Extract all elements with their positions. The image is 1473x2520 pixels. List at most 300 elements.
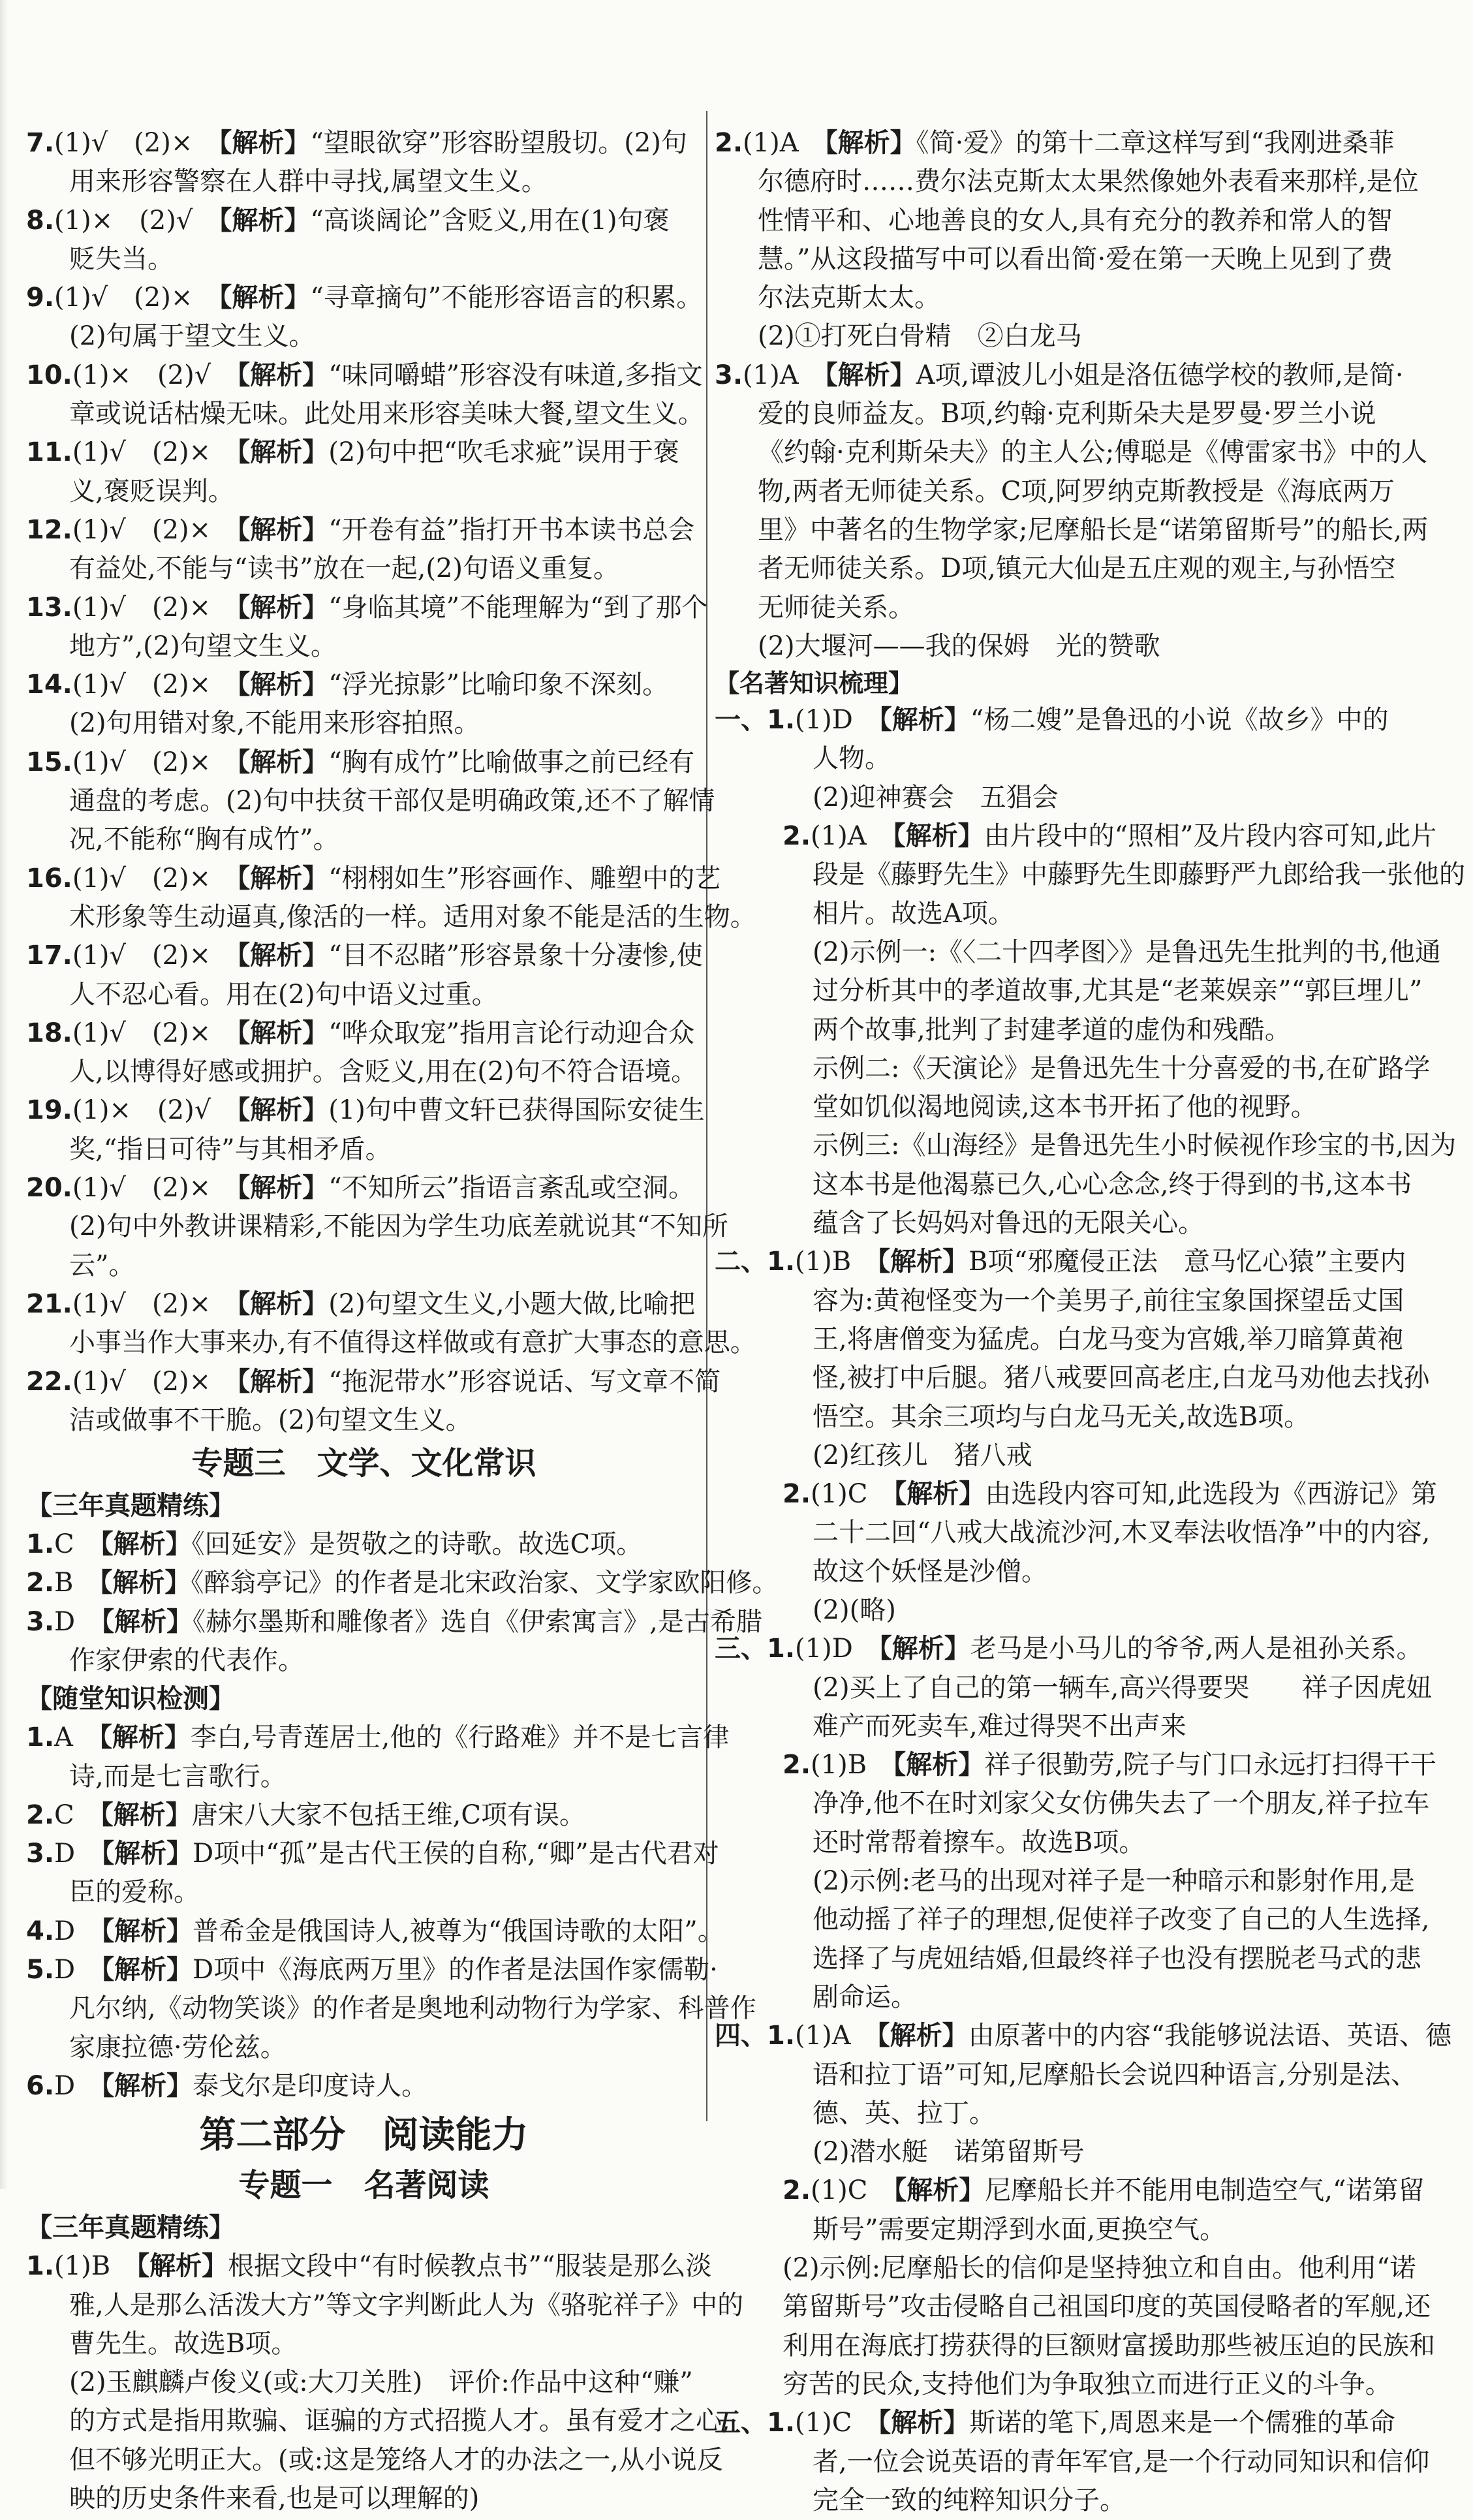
line-text: (1)× (2)√ <box>72 360 238 390</box>
item-number: 20. <box>26 1173 72 1204</box>
answer-line <box>26 898 756 937</box>
line-text: (2)买上了自己的第一辆车,高兴得要哭 祥子因虎妞 <box>813 1672 1433 1703</box>
analysis-tag: 【解析】 <box>877 1247 969 1277</box>
answer-line <box>715 1591 1436 1630</box>
section-heading: 【随堂知识检测】 <box>26 1684 235 1715</box>
answer-line <box>715 1127 1457 1165</box>
answer-line <box>26 2480 702 2518</box>
analysis-tag: 【解析】 <box>878 705 970 736</box>
line-text: 洁或做事不干脆。(2)句望文生义。 <box>69 1405 472 1435</box>
analysis-tag: 【解析】 <box>237 941 329 971</box>
line-text: (1)√ (2)× <box>72 863 238 894</box>
answer-line <box>26 1989 756 2028</box>
line-text: 示例二:《天演论》是鲁迅先生十分喜爱的书,在矿路学 <box>813 1053 1431 1083</box>
answer-line <box>715 1204 1436 1243</box>
line-text: (1)A <box>795 2021 877 2051</box>
answer-line <box>26 937 702 975</box>
section-heading: 【三年真题精练】 <box>26 2213 235 2243</box>
answer-line <box>715 202 1436 240</box>
section-heading: 【三年真题精练】 <box>26 1491 235 1521</box>
line-text: (2)①打死白骨精 ②白龙马 <box>758 321 1082 352</box>
answer-line <box>26 2325 702 2363</box>
line-text: (1)√ (2)× <box>72 670 238 700</box>
answer-line <box>715 972 1436 1010</box>
line-text: 示例三:《山海经》是鲁迅先生小时候视作珍宝的书,因为 <box>813 1130 1457 1161</box>
item-number: 8. <box>26 205 55 236</box>
line-text: D项中“孤”是古代王侯的自称,“卿”是古代君对 <box>193 1839 719 1869</box>
answer-line <box>715 1901 1436 1939</box>
line-text: 《约翰·克利斯朵夫》的主人公;傅聪是《傅雷家书》中的人 <box>758 437 1428 468</box>
answer-line <box>26 820 702 859</box>
answer-line <box>26 1719 730 1757</box>
answer-line <box>26 2067 702 2106</box>
answer-line <box>715 124 1436 163</box>
answer-line <box>715 1824 1436 1862</box>
answer-line <box>715 1514 1436 1552</box>
answer-line <box>715 1011 1436 1050</box>
answer-line <box>715 895 1436 933</box>
answer-line <box>715 1088 1436 1127</box>
answer-line <box>26 1207 728 1246</box>
answer-line <box>26 240 702 279</box>
answer-line <box>715 779 1436 817</box>
answer-line <box>26 860 721 898</box>
line-text: 过分析其中的孝道故事,尤其是“老莱娱亲”“郭巨埋儿” <box>813 976 1423 1006</box>
line-text: 地方”,(2)句望文生义。 <box>69 630 337 661</box>
line-text: (1)√ (2)× <box>72 747 238 777</box>
line-text: D <box>54 1916 102 1946</box>
answer-line <box>715 1166 1436 1204</box>
answer-line <box>26 1401 702 1440</box>
line-text: 选择了与虎妞结婚,但最终祥子也没有摆脱老马式的悲 <box>813 1943 1421 1974</box>
answer-line <box>26 550 702 588</box>
analysis-tag: 【解析】 <box>219 205 311 236</box>
line-text: 里》中著名的生物学家;尼摩船长是“诺第留斯号”的船长,两 <box>758 514 1429 545</box>
answer-line <box>715 856 1465 894</box>
answer-line <box>26 1324 756 1362</box>
line-text: 《醉翁亭记》的作者是北宋政治家、文学家欧阳修。 <box>191 1568 779 1598</box>
analysis-tag: 【解析】 <box>876 2021 969 2051</box>
line-text: 唐宋八大家不包括王维,C项有误。 <box>191 1799 585 1830</box>
item-number: 13. <box>26 592 72 623</box>
item-number: 7. <box>26 128 55 158</box>
analysis-tag: 【解析】 <box>893 1479 985 1510</box>
answer-line <box>715 473 1436 511</box>
analysis-tag: 【解析】 <box>237 437 329 468</box>
line-text: (1)√ (2)× <box>72 514 238 545</box>
line-text: D <box>54 1839 102 1869</box>
line-text: 祥子很勤劳,院子与门口永远打扫得干干 <box>984 1750 1436 1781</box>
analysis-tag: 【解析】 <box>100 1799 192 1830</box>
line-text: (1)√ (2)× <box>72 1366 238 1397</box>
answer-line <box>715 1940 1436 1978</box>
item-number: 4. <box>26 1916 55 1946</box>
item-number: 5. <box>26 1955 55 1985</box>
line-text: A <box>54 1722 99 1753</box>
topic-title: 专题三 文学、文化常识 <box>191 1445 536 1482</box>
answer-line <box>715 1553 1436 1591</box>
answer-line <box>26 666 702 704</box>
item-number: 11. <box>26 437 72 468</box>
line-text: 老马是小马儿的爷爷,两人是祖孙关系。 <box>970 1634 1423 1664</box>
answer-line <box>715 1243 1436 1281</box>
answer-line <box>26 704 702 743</box>
analysis-tag: 【解析】 <box>237 1173 329 1204</box>
item-number: 12. <box>26 514 72 545</box>
line-text: 怪,被打中后腿。猪八戒要回高老庄,白龙马劝他去找孙 <box>813 1363 1430 1393</box>
line-text: 王,将唐僧变为猛虎。白龙马变为宫娥,举刀暗算黄袍 <box>813 1324 1404 1354</box>
analysis-tag: 【解析】 <box>237 360 329 390</box>
line-text: 家康拉德·劳伦兹。 <box>69 2032 287 2062</box>
line-text: 故这个妖怪是沙僧。 <box>813 1556 1047 1587</box>
answer-line <box>715 739 1436 778</box>
analysis-tag: 【解析】 <box>878 2408 970 2438</box>
line-text: 二十二回“八戒大战流沙河,木叉奉法收悟净”中的内容, <box>813 1517 1431 1548</box>
answer-line <box>26 1796 702 1835</box>
analysis-tag: 【解析】 <box>101 1916 193 1946</box>
line-text: 穷苦的民众,支持他们为争取独立而进行正义的斗争。 <box>783 2369 1391 2399</box>
answer-line <box>26 627 702 666</box>
line-text: 云”。 <box>69 1250 135 1281</box>
line-text: 段是《藤野先生》中藤野先生即藤野严九郎给我一张他的 <box>813 860 1465 890</box>
line-text: 慧。”从这段描写中可以看出简·爱在第一天晚上见到了费 <box>758 243 1393 274</box>
line-text: (1)√ (2)× <box>72 592 238 623</box>
answer-line <box>26 1873 702 1912</box>
line-text: 人不忍心看。用在(2)句中语义过重。 <box>69 979 498 1010</box>
answer-line <box>715 2365 1436 2404</box>
line-text: (1)A <box>743 128 825 158</box>
answer-line <box>26 317 702 356</box>
answer-line <box>715 1784 1436 1823</box>
answer-line <box>715 1707 1436 1746</box>
answer-line <box>26 473 702 511</box>
answer-line <box>715 279 1436 317</box>
answer-line <box>26 743 702 782</box>
line-text: 人,以博得好感或拥护。含贬义,用在(2)句不符合语境。 <box>69 1057 698 1087</box>
answer-line <box>26 163 702 201</box>
answer-line <box>715 1050 1436 1088</box>
item-number: 2. <box>783 2175 811 2206</box>
answer-line <box>715 1437 1436 1475</box>
item-number: 21. <box>26 1288 72 1319</box>
line-text: “栩栩如生”形容画作、雕塑中的艺 <box>328 863 721 894</box>
answer-line <box>715 1282 1436 1320</box>
line-text: (1)D <box>795 1634 879 1664</box>
analysis-tag: 【解析】 <box>101 1955 193 1985</box>
answer-line <box>715 933 1441 972</box>
line-text: (2)大堰河——我的保姆 光的赞歌 <box>758 630 1160 661</box>
answer-line <box>715 701 1436 739</box>
answer-line <box>26 1091 705 1130</box>
line-text: (1)× (2)√ <box>54 205 219 236</box>
line-text: “拖泥带水”形容说话、写文章不简 <box>328 1366 721 1397</box>
answer-line <box>26 511 702 550</box>
answer-line <box>26 2441 723 2480</box>
answer-line <box>715 1669 1436 1707</box>
line-text: 用来形容警察在人群中寻找,属望文生义。 <box>69 166 548 197</box>
answer-line <box>715 395 1436 433</box>
answer-line <box>26 1525 702 1564</box>
answer-line <box>26 1247 702 1285</box>
line-text: 他动摇了祥子的理想,促使祥子改变了自己的人生选择, <box>813 1905 1430 1935</box>
line-text: 但不够光明正大。(或:这是笼络人才的办法之一,从小说反 <box>69 2444 723 2475</box>
analysis-tag: 【解析】 <box>101 1606 193 1637</box>
answer-line <box>715 550 1436 588</box>
line-text: 两个故事,批判了封建孝道的虚伪和残酷。 <box>813 1014 1291 1045</box>
item-number: 2. <box>783 1750 811 1781</box>
answer-line <box>715 163 1436 201</box>
analysis-tag: 【解析】 <box>100 1529 192 1560</box>
item-number: 3. <box>715 360 743 390</box>
line-text: (2)玉麒麟卢俊义(或:大刀关胜) 评价:作品中这种“赚” <box>69 2367 693 2398</box>
line-text: “目不忍睹”形容景象十分凄惨,使 <box>328 941 703 971</box>
line-text: C <box>54 1529 101 1560</box>
line-text: (1)A <box>743 360 825 390</box>
item-number: 四、1. <box>715 2021 796 2051</box>
item-number: 三、1. <box>715 1634 796 1664</box>
answer-line <box>715 2288 1436 2326</box>
item-number: 2. <box>26 1568 55 1598</box>
item-number: 6. <box>26 2070 55 2101</box>
line-text: 术形象等生动逼真,像活的一样。适用对象不能是活的生物。 <box>69 901 756 932</box>
line-text: 这本书是他渴慕已久,心心念念,终于得到的书,这本书 <box>813 1169 1412 1200</box>
line-text: 难产而死卖车,难过得哭不出声来 <box>813 1711 1186 1741</box>
line-text: 容为:黄袍怪变为一个美男子,前往宝象国探望岳丈国 <box>813 1285 1404 1316</box>
answer-line <box>26 279 702 317</box>
analysis-tag: 【解析】 <box>237 747 329 777</box>
item-number: 19. <box>26 1095 72 1126</box>
line-text: (1)√ (2)× <box>54 128 219 158</box>
analysis-tag: 【解析】 <box>237 1288 329 1319</box>
line-text: (1)句中曹文轩已获得国际安徒生 <box>328 1095 705 1126</box>
line-text: (2)示例:尼摩船长的信仰是坚持独立和自由。他利用“诺 <box>783 2253 1416 2284</box>
answer-line <box>26 395 702 433</box>
analysis-tag: 【解析】 <box>824 128 916 158</box>
line-text: 小事当作大事来办,有不值得这样做或有意扩大事态的意思。 <box>69 1328 756 1358</box>
analysis-tag: 【解析】 <box>237 1018 329 1048</box>
answer-line <box>26 1835 719 1873</box>
line-text: 由片段中的“照相”及片段内容可知,此片 <box>984 821 1437 852</box>
line-text: 尼摩船长并不能用电制造空气,“诺第留 <box>985 2175 1425 2206</box>
answer-line <box>715 2133 1436 2171</box>
line-text: 蕴含了长妈妈对鲁迅的无限关心。 <box>813 1208 1204 1239</box>
line-text: (2)(略) <box>813 1594 896 1625</box>
answer-line <box>715 1398 1436 1437</box>
line-text: “浮光掠影”比喻印象不深刻。 <box>328 670 669 700</box>
item-number: 一、1. <box>715 705 796 736</box>
line-text: “高谈阔论”含贬义,用在(1)句褒 <box>310 205 670 236</box>
line-text: 映的历史条件来看,也是可以理解的) <box>69 2483 480 2514</box>
answer-line <box>26 1130 702 1169</box>
line-text: 第留斯号”攻击侵略自己祖国印度的英国侵略者的军舰,还 <box>783 2292 1431 2322</box>
answer-line <box>26 2402 730 2440</box>
line-text: 曹先生。故选B项。 <box>69 2328 298 2359</box>
answer-line <box>715 1862 1436 1901</box>
line-text: “望眼欲穿”形容盼望殷切。(2)句 <box>310 128 687 158</box>
analysis-tag: 【解析】 <box>893 2175 985 2206</box>
analysis-tag: 【解析】 <box>101 1839 193 1869</box>
answer-line <box>715 1630 1436 1668</box>
analysis-tag: 【解析】 <box>237 592 329 623</box>
answer-line <box>715 2249 1436 2288</box>
answer-line <box>26 1603 762 1641</box>
line-text: 语和拉丁语”可知,尼摩船长会说四种语言,分别是法、 <box>813 2059 1417 2090</box>
answer-line <box>26 2363 702 2402</box>
answer-line <box>715 1978 1436 2017</box>
line-text: 斯号”需要定期浮到水面,更换空气。 <box>813 2214 1226 2245</box>
answer-line <box>715 2481 1436 2520</box>
line-text: 由原著中的内容“我能够说法语、英语、德 <box>968 2021 1452 2051</box>
answer-line <box>715 2017 1452 2055</box>
line-text: (2)句中把“吹毛求疵”误用于褒 <box>328 437 679 468</box>
line-text: 者无师徒关系。D项,镇元大仙是五庄观的观主,与孙悟空 <box>758 553 1396 584</box>
line-text: (2)句用错对象,不能用来形容拍照。 <box>69 708 480 739</box>
line-text: “开卷有益”指打开书本读书总会 <box>328 514 695 545</box>
line-text: “杨二嫂”是鲁迅的小说《故乡》中的 <box>970 705 1389 736</box>
answer-line <box>26 1951 718 1989</box>
analysis-tag: 【解析】 <box>99 1722 191 1753</box>
line-text: 堂如饥似渴地阅读,这本书开拓了他的视野。 <box>813 1092 1317 1123</box>
line-text: 有益处,不能与“读书”放在一起,(2)句语义重复。 <box>69 553 619 584</box>
answer-line <box>26 1014 702 1053</box>
item-number: 9. <box>26 283 55 313</box>
line-text: D <box>54 1606 102 1637</box>
analysis-tag: 【解析】 <box>101 2070 193 2101</box>
analysis-tag: 【解析】 <box>136 2251 228 2282</box>
line-text: (1)D <box>795 705 879 736</box>
item-number: 二、1. <box>715 1247 796 1277</box>
answer-line <box>26 2029 702 2067</box>
analysis-tag: 【解析】 <box>237 1095 329 1126</box>
line-text: 雅,人是那么活泼大方”等文字判断此人为《骆驼祥子》中的 <box>69 2290 744 2320</box>
line-text: (1)B <box>795 1247 878 1277</box>
line-text: (1)A <box>811 821 893 852</box>
analysis-tag: 【解析】 <box>878 1634 970 1664</box>
answer-line <box>715 2327 1436 2365</box>
answer-line <box>715 1359 1436 1397</box>
item-number: 10. <box>26 360 72 390</box>
line-text: 作家伊索的代表作。 <box>69 1645 304 1675</box>
line-text: 义,褒贬误判。 <box>69 476 234 506</box>
line-text: 德、英、拉丁。 <box>813 2098 995 2128</box>
analysis-tag: 【解析】 <box>237 1366 329 1397</box>
line-text: 尔法克斯太太。 <box>758 283 940 313</box>
line-text: 《简·爱》的第十二章这样写到“我刚进桑菲 <box>916 128 1395 158</box>
line-text: D <box>54 1955 102 1985</box>
analysis-tag: 【解析】 <box>892 821 984 852</box>
answer-line <box>26 356 702 395</box>
answer-line <box>715 1320 1436 1359</box>
analysis-tag: 【解析】 <box>237 863 329 894</box>
line-text: 泰戈尔是印度诗人。 <box>193 2070 428 2101</box>
item-number: 15. <box>26 747 72 777</box>
line-text: (1)√ (2)× <box>72 437 238 468</box>
answer-line <box>26 1363 721 1401</box>
item-number: 3. <box>26 1606 55 1637</box>
analysis-tag: 【解析】 <box>99 1568 191 1598</box>
line-text: (2)迎神赛会 五猖会 <box>813 782 1059 813</box>
column-divider <box>706 111 707 2121</box>
line-text: 无师徒关系。 <box>758 592 914 623</box>
analysis-tag: 【解析】 <box>237 670 329 700</box>
answer-line <box>26 2247 712 2286</box>
line-text: (1)B <box>54 2251 137 2282</box>
answer-line <box>26 202 702 240</box>
analysis-tag: 【解析】 <box>824 360 916 390</box>
line-text: “胸有成竹”比喻做事之前已经有 <box>328 747 695 777</box>
line-text: 臣的爱称。 <box>69 1877 200 1908</box>
item-number: 2. <box>783 821 811 852</box>
answer-line <box>26 1169 702 1207</box>
line-text: (2)示例一:《〈二十四孝图〉》是鲁迅先生批判的书,他通 <box>813 937 1441 967</box>
line-text: 悟空。其余三项均与白龙马无关,故选B项。 <box>813 1401 1310 1432</box>
right-column <box>715 124 1465 2520</box>
line-text: 的方式是指用欺骗、诓骗的方式招揽人才。虽有爱才之心, <box>69 2406 730 2436</box>
item-number: 2. <box>26 1799 55 1830</box>
answer-line <box>26 976 702 1014</box>
answer-line <box>715 1746 1436 1784</box>
line-text: 况,不能称“胸有成竹”。 <box>69 824 339 855</box>
answer-line <box>26 1641 702 1680</box>
answer-line <box>715 2443 1436 2481</box>
answer-line <box>715 2171 1436 2210</box>
line-text: 根据文段中“有时候教点书”“服装是那么淡 <box>228 2251 712 2282</box>
line-text: 完全一致的纯粹知识分子。 <box>813 2485 1126 2515</box>
answer-line <box>715 317 1436 356</box>
line-text: 净净,他不在时刘家父女仿佛失去了一个朋友,祥子拉车 <box>813 1788 1430 1819</box>
item-number: 17. <box>26 941 72 971</box>
line-text: 《回延安》是贺敬之的诗歌。故选C项。 <box>191 1529 643 1560</box>
answer-line <box>715 1475 1436 1514</box>
answer-line <box>26 589 708 627</box>
answer-line <box>715 433 1436 472</box>
line-text: 章或说话枯燥无味。此处用来形容美味大餐,望文生义。 <box>69 399 704 429</box>
item-number: 18. <box>26 1018 72 1048</box>
line-text: “身临其境”不能理解为“到了那个 <box>328 592 708 623</box>
topic-title: 专题一 名著阅读 <box>238 2167 489 2204</box>
part-title: 第二部分 阅读能力 <box>199 2114 529 2157</box>
line-text: (2)红孩儿 猪八戒 <box>813 1440 1032 1470</box>
line-text: 者,一位会说英语的青年军官,是一个行动同知识和信仰 <box>813 2446 1430 2477</box>
line-text: D <box>54 2070 102 2101</box>
line-text: 奖,“指日可待”与其相矛盾。 <box>69 1134 392 1164</box>
section-heading: 【名著知识梳理】 <box>715 669 914 698</box>
answer-line <box>715 589 1436 627</box>
line-text: C <box>54 1799 101 1830</box>
answer-line <box>26 1285 702 1324</box>
answer-line <box>715 2211 1436 2249</box>
line-text: (1)√ (2)× <box>72 1173 238 1204</box>
answer-line <box>715 511 1436 550</box>
line-text: (1)B <box>811 1750 893 1781</box>
line-text: (2)句属于望文生义。 <box>69 321 315 352</box>
item-number: 1. <box>26 2251 55 2282</box>
line-text: 人物。 <box>813 743 891 774</box>
analysis-tag: 【解析】 <box>219 128 311 158</box>
line-text: 通盘的考虑。(2)句中扶贫干部仅是明确政策,还不了解情 <box>69 786 715 817</box>
answer-line <box>26 1758 702 1796</box>
line-text: 性情平和、心地善良的女人,具有充分的教养和常人的智 <box>758 205 1393 236</box>
line-text: D项中《海底两万里》的作者是法国作家儒勒· <box>193 1955 718 1985</box>
item-number: 1. <box>26 1722 55 1753</box>
answer-line <box>715 2404 1436 2442</box>
line-text: (1)√ (2)× <box>72 1018 238 1048</box>
item-number: 16. <box>26 863 72 894</box>
line-text: (1)× (2)√ <box>72 1095 238 1126</box>
answer-line <box>26 1053 702 1091</box>
line-text: 《赫尔墨斯和雕像者》选自《伊索寓言》,是古希腊 <box>193 1606 762 1637</box>
page-binding-edge <box>0 0 8 2189</box>
